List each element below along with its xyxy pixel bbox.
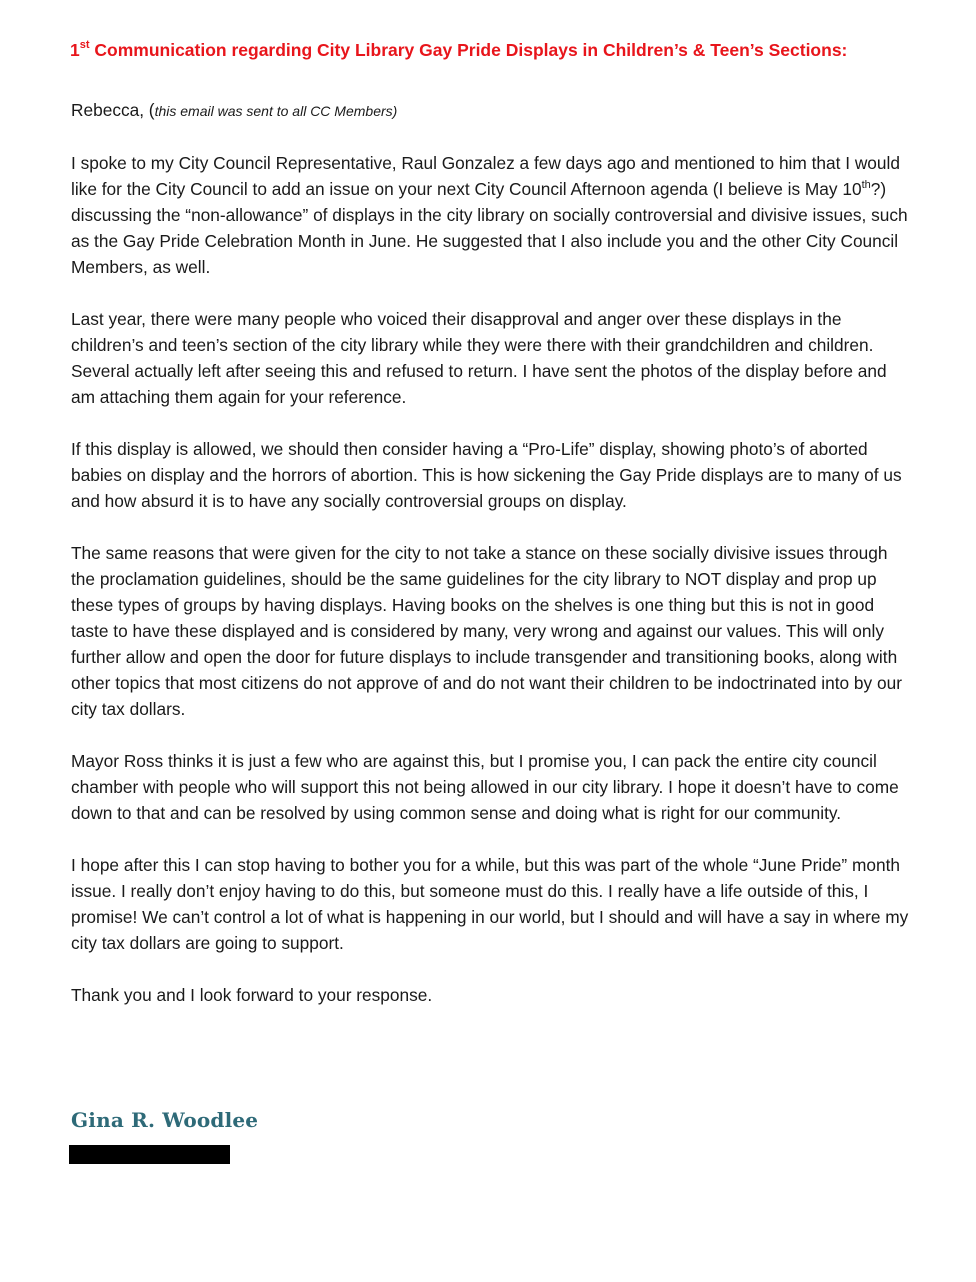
heading-ordinal-suffix: st	[79, 39, 90, 52]
paragraph-3: If this display is allowed, we should then consider having a “Pro-Life” display, showing photo’s of aborted babies on display and the horrors of abortion. This is how sickening the Gay Pride displays are to many of us and how absurd it is to have any socially controversial groups on display.	[71, 439, 902, 511]
paragraph-1-part-a: I spoke to my City Council Representative, Raul Gonzalez a few days ago and mentioned to him that I would like for the City Council to add an issue on your next City Council Afternoon agenda (I believe is May 10	[71, 153, 900, 199]
greeting-line	[71, 97, 911, 124]
greeting-text: Rebecca, (	[71, 100, 155, 120]
email-body	[71, 97, 911, 1034]
paragraph-6: I hope after this I can stop having to bother you for a while, but this was part of the whole “June Pride” month issue. I really don’t enjoy having to do this, but someone must do this. I really have a life outside of this, I promise! We can’t control a lot of what is happening in our world, but I should and will have a say in where my city tax dollars are going to support.	[71, 855, 909, 953]
paragraph-1	[71, 150, 911, 280]
paragraph-1-superscript: th	[861, 179, 871, 192]
paragraph-7-closing: Thank you and I look forward to your response.	[71, 985, 433, 1005]
greeting-note: this email was sent to all CC Members)	[154, 103, 398, 119]
heading-text: Communication regarding City Library Gay Pride Displays in Children’s & Teen’s Sections:	[89, 40, 848, 60]
signature-name: Gina R. Woodlee	[71, 1108, 259, 1132]
paragraph-1-part-b: ?) discussing the “non-allowance” of displays in the city library on socially controversial and divisive issues, such as the Gay Pride Celebration Month in June. He suggested that I also include you and the other City Council Members, as well.	[71, 179, 908, 277]
document-heading	[70, 38, 950, 62]
paragraph-5: Mayor Ross thinks it is just a few who are against this, but I promise you, I can pack the entire city council chamber with people who will support this not being allowed in our city library. I hope it doesn’t have to come down to that and can be resolved by using common sense and doing what is right for our community.	[71, 751, 899, 823]
heading-ordinal-number: 1	[70, 40, 80, 60]
redaction-bar	[69, 1145, 230, 1164]
paragraph-4: The same reasons that were given for the city to not take a stance on these socially divisive issues through the proclamation guidelines, should be the same guidelines for the city library to NOT display and prop up these types of groups by having displays. Having books on the shelves is one thing but this is not in good taste to have these displayed and is considered by many, very wrong and against our values. This will only further allow and open the door for future displays to include transgender and transitioning books, along with other topics that most citizens do not approve of and do not want their children to be indoctrinated into by our city tax dollars.	[71, 543, 902, 719]
paragraph-2: Last year, there were many people who voiced their disapproval and anger over these displays in the children’s and teen’s section of the city library while they were there with their grandchildren and children. Several actually left after seeing this and refused to return. I have sent the photos of the display before and am attaching them again for your reference.	[71, 309, 887, 407]
